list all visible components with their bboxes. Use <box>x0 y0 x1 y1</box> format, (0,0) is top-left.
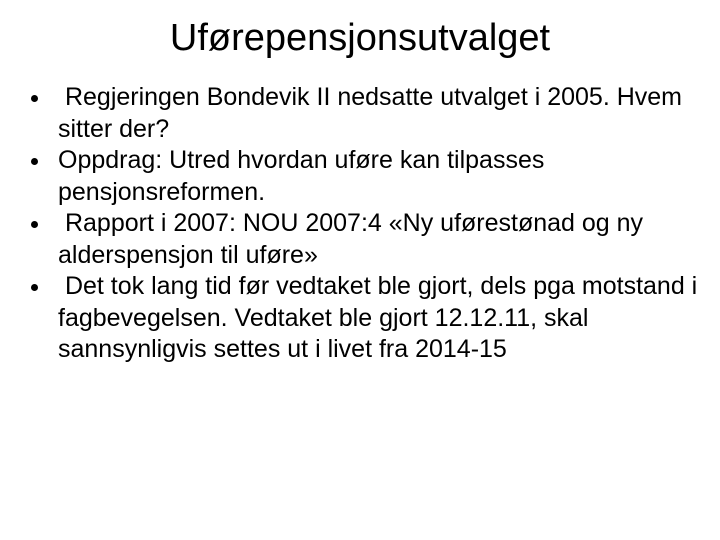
bullet-text: Rapport i 2007: NOU 2007:4 «Ny uførestønad og ny alderspensjon til uføre» <box>58 209 650 269</box>
bullet-dot-icon <box>31 158 38 165</box>
bullet-dot-icon <box>31 284 38 291</box>
bullet-dot-icon <box>31 221 38 228</box>
bullet-text: Regjeringen Bondevik II nedsatte utvalget i 2005. Hvem sitter der? <box>58 83 689 143</box>
bullet-text: Oppdrag: Utred hvordan uføre kan tilpasses pensjonsreformen. <box>58 146 552 206</box>
bullet-item <box>58 145 698 208</box>
slide-title: Uførepensjonsutvalget <box>169 17 551 59</box>
bullet-text: Det tok lang tid før vedtaket ble gjort, dels pga motstand i fagbevegelsen. Vedtaket ble gjort 12.12.11, skal sannsynligvis settes ut i livet fra 2014-15 <box>58 272 705 363</box>
bullet-item <box>58 208 698 271</box>
bullet-dot-icon <box>31 95 38 102</box>
bullet-item <box>58 82 698 145</box>
bullet-list <box>58 82 705 366</box>
bullet-item <box>58 271 705 366</box>
